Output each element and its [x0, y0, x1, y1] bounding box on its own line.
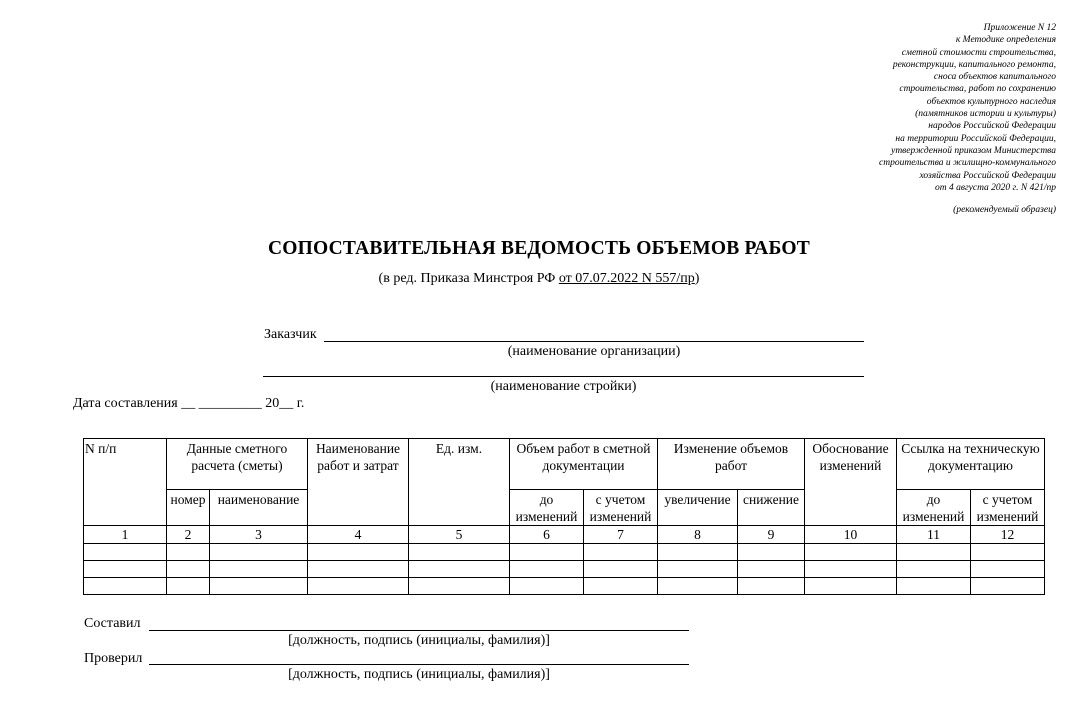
appendix-line: строительства и жилищно-коммунального [879, 158, 1056, 169]
header-volume-in-docs: Объем работ в сметной документации [510, 439, 658, 490]
table-cell[interactable] [409, 578, 510, 595]
header-decrease: снижение [738, 490, 805, 526]
table-cell[interactable] [84, 561, 167, 578]
column-number: 2 [167, 526, 210, 544]
appendix-line: сметной стоимости строительства, [901, 47, 1056, 58]
table-cell[interactable] [210, 561, 308, 578]
header-works-name: Наименование работ и затрат [308, 439, 409, 526]
header-volume-before: до изменений [510, 490, 584, 526]
column-number: 11 [897, 526, 971, 544]
table-cell[interactable] [510, 544, 584, 561]
appendix-line: народов Российской Федерации [928, 121, 1056, 132]
table-cell[interactable] [805, 578, 897, 595]
header-volume-change: Изменение объемов работ [658, 439, 805, 490]
checked-by-caption: [должность, подпись (инициалы, фамилия)] [288, 667, 550, 682]
header-number: N п/п [84, 439, 167, 526]
table-cell[interactable] [167, 578, 210, 595]
edition-link[interactable]: от 07.07.2022 N 557/пр [558, 271, 695, 286]
volumes-table [83, 438, 1045, 595]
appendix-line: объектов культурного наследия [926, 96, 1056, 107]
compiled-by-label: Составил [84, 616, 141, 631]
table-cell[interactable] [84, 578, 167, 595]
table-cell[interactable] [510, 561, 584, 578]
appendix-line: хозяйства Российской Федерации [919, 170, 1056, 181]
appendix-line: на территории Российской Федерации, [895, 133, 1056, 144]
appendix-line: утвержденной приказом Министерства [891, 145, 1056, 156]
table-cell[interactable] [658, 561, 738, 578]
header-estimate-data: Данные сметного расчета (сметы) [167, 439, 308, 490]
table-cell[interactable] [658, 544, 738, 561]
table-cell[interactable] [738, 544, 805, 561]
table-cell[interactable] [897, 544, 971, 561]
header-increase: увеличение [658, 490, 738, 526]
appendix-line: реконструкции, капитального ремонта, [892, 59, 1056, 70]
table-cell[interactable] [738, 561, 805, 578]
table-row [84, 561, 1045, 578]
table-cell[interactable] [308, 561, 409, 578]
table-cell[interactable] [409, 561, 510, 578]
column-number: 3 [210, 526, 308, 544]
table-cell[interactable] [738, 578, 805, 595]
date-line: Дата составления __ _________ 20__ г. [73, 396, 305, 411]
table-row [84, 544, 1045, 561]
checked-by-label: Проверил [84, 651, 143, 666]
table-cell[interactable] [897, 561, 971, 578]
header-unit: Ед. изм. [409, 439, 510, 526]
column-number: 6 [510, 526, 584, 544]
table-cell[interactable] [971, 561, 1045, 578]
column-number: 1 [84, 526, 167, 544]
customer-org-line[interactable] [324, 341, 864, 342]
appendix-line: строительства, работ по сохранению [899, 84, 1056, 95]
table-cell[interactable] [584, 578, 658, 595]
site-caption: (наименование стройки) [490, 379, 637, 394]
table-cell[interactable] [971, 578, 1045, 595]
table-cell[interactable] [308, 544, 409, 561]
table-cell[interactable] [210, 578, 308, 595]
column-number: 12 [971, 526, 1045, 544]
appendix-line: к Методике определения [955, 35, 1056, 46]
site-name-line[interactable] [263, 376, 864, 377]
column-number: 4 [308, 526, 409, 544]
compiled-by-line[interactable] [149, 630, 689, 631]
column-number: 9 [738, 526, 805, 544]
table-cell[interactable] [805, 561, 897, 578]
column-number: 7 [584, 526, 658, 544]
org-caption: (наименование организации) [507, 344, 681, 359]
header-tech-with-changes: с учетом изменений [971, 490, 1045, 526]
appendix-note [879, 22, 1056, 216]
edition-prefix: (в ред. Приказа Минстроя РФ [378, 271, 559, 286]
appendix-line: сноса объектов капитального [933, 72, 1056, 83]
table-cell[interactable] [971, 544, 1045, 561]
checked-by-line[interactable] [149, 664, 689, 665]
header-tech-docs-ref: Ссылка на техническую документацию [897, 439, 1045, 490]
table-cell[interactable] [409, 544, 510, 561]
table-cell[interactable] [897, 578, 971, 595]
table-cell[interactable] [584, 561, 658, 578]
header-justification: Обоснование изменений [805, 439, 897, 526]
appendix-line: (памятников истории и культуры) [915, 109, 1056, 120]
edition-suffix: ) [694, 271, 700, 286]
table-cell[interactable] [805, 544, 897, 561]
header-estimate-number: номер [167, 490, 210, 526]
table-cell[interactable] [510, 578, 584, 595]
table-cell[interactable] [308, 578, 409, 595]
recommended-sample-note: (рекомендуемый образец) [953, 205, 1056, 216]
table-cell[interactable] [84, 544, 167, 561]
column-number: 8 [658, 526, 738, 544]
header-estimate-name: наименование [210, 490, 308, 526]
table-row [84, 578, 1045, 595]
table-cell[interactable] [658, 578, 738, 595]
table-cell[interactable] [167, 544, 210, 561]
table-cell[interactable] [210, 544, 308, 561]
table-cell[interactable] [584, 544, 658, 561]
compiled-by-caption: [должность, подпись (инициалы, фамилия)] [288, 633, 550, 648]
header-tech-before: до изменений [897, 490, 971, 526]
document-title: СОПОСТАВИТЕЛЬНАЯ ВЕДОМОСТЬ ОБЪЕМОВ РАБОТ [268, 238, 810, 259]
edition-note [0, 271, 1078, 287]
table-cell[interactable] [167, 561, 210, 578]
appendix-line: от 4 августа 2020 г. N 421/пр [934, 182, 1056, 193]
appendix-line: Приложение N 12 [983, 23, 1056, 33]
header-volume-with-changes: с учетом изменений [584, 490, 658, 526]
column-number: 5 [409, 526, 510, 544]
column-number: 10 [805, 526, 897, 544]
customer-label: Заказчик [264, 327, 317, 342]
